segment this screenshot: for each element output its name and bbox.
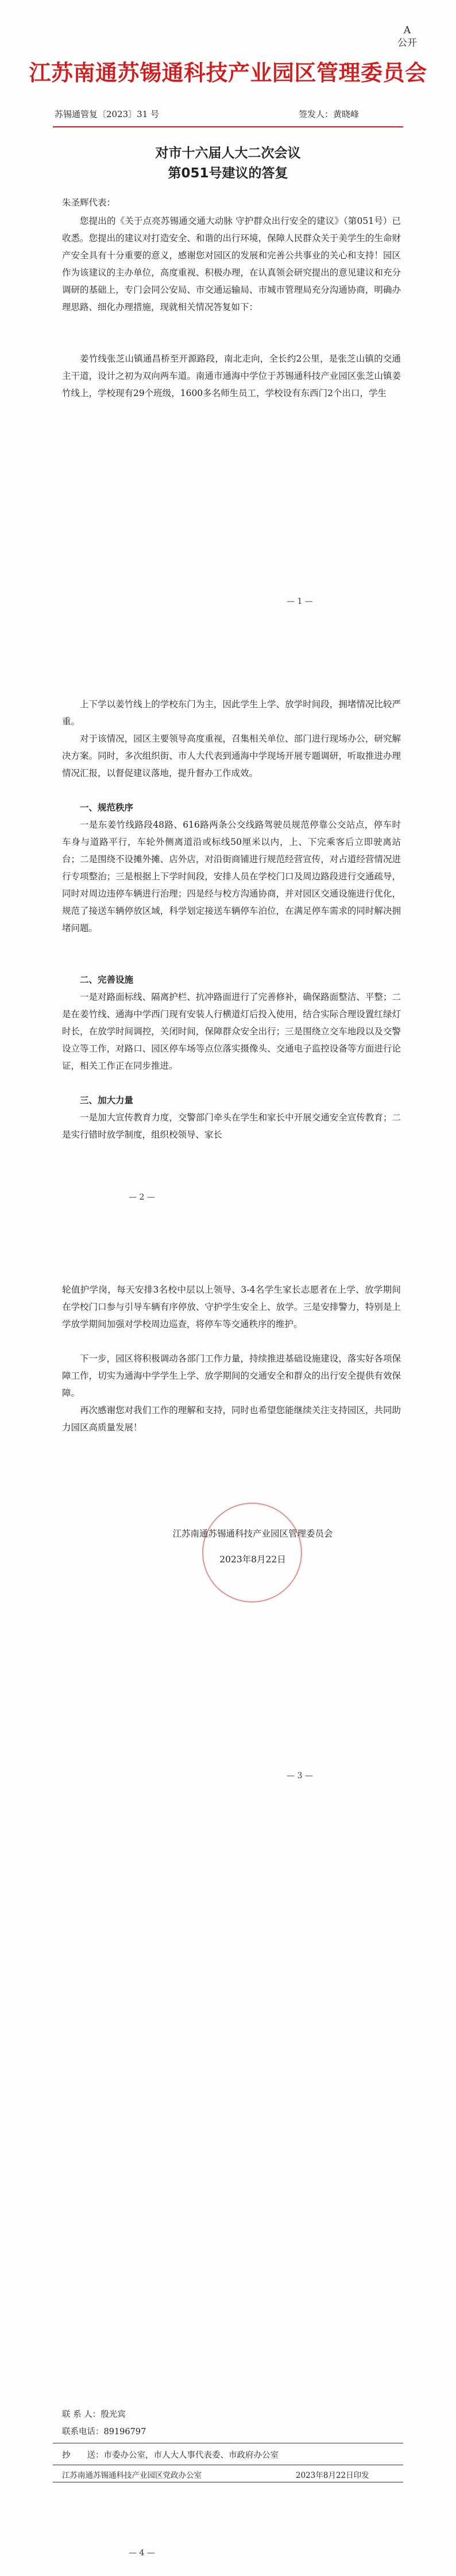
title-line-1: 对市十六届人大二次会议 bbox=[155, 146, 301, 161]
doc-class-label: 公开 bbox=[397, 37, 417, 49]
page-number-3: — 3 — bbox=[287, 1771, 313, 1780]
contact-person bbox=[62, 2408, 126, 2420]
page-number-4: — 4 — bbox=[129, 2548, 155, 2558]
cc-label: 抄 送： bbox=[62, 2451, 104, 2460]
section-heading-1: 一、规范秩序 bbox=[80, 802, 134, 813]
phone-number: 89196797 bbox=[103, 2427, 146, 2437]
contact-label: 联 系 人： bbox=[62, 2410, 101, 2419]
page-number-2: — 2 — bbox=[129, 1193, 155, 1202]
page3-paragraph-1: 轮值护学岗，每天安排3名校中层以上领导、3-4名学生家长志愿者在上学、放学期间在学校门口参与引导车辆有序停放、守护学生安全上、放学。三是安排警力，特别是上学放学期间加强对学校周边巡查，将停车等交通秩序的维护。 bbox=[62, 1285, 401, 1329]
page2-paragraph-5: 一是加大宣传教育力度，交警部门牵头在学生和家长中开展交通安全宣传教育；二是实行错时放学制度，组织校领导、家长 bbox=[62, 1112, 401, 1140]
page2-paragraph-1: 上下学以姜竹线上的学校东门为主，因此学生上学、放学时间段，拥堵情况比较严重。 bbox=[62, 699, 401, 727]
contact-name: 殷光宾 bbox=[101, 2410, 126, 2419]
title-line-2: 第051号建议的答复 bbox=[168, 166, 288, 181]
page3-paragraph-2: 下一步，园区将积极调动各部门工作力量，持续推进基础设施建设，落实好各项保障工作，切实为通海中学学生上学、放学期间的交通安全和群众的出行安全提供有效保障。 bbox=[62, 1353, 401, 1398]
salutation: 朱圣辉代表： bbox=[62, 197, 116, 208]
section-heading-2: 二、完善设施 bbox=[80, 975, 134, 985]
contact-phone bbox=[62, 2425, 146, 2437]
signature-date: 2023年8月22日 bbox=[219, 1554, 286, 1565]
section-heading-3: 三、加大力量 bbox=[80, 1095, 134, 1105]
page2-paragraph-2: 对于该情况，园区主要领导高度重视，召集相关单位、部门进行现场办公，研究解决方案。同时，多次组织街、市人大代表到通海中学现场开展专题调研，听取推进办理情况汇报，以督促建议落地，提升督办工作成效。 bbox=[62, 734, 401, 778]
page2-paragraph-4: 一是对路面标线、隔离护栏、抗冲路面进行了完善修补，确保路面整洁、平整；二是在姜竹线、通海中学西门现有安装人行横道灯后投入使用，结合实际合理设置红绿灯时长，在放学时间调控，关闭时间，保障群众安全出行；三是围绕立交车地段以及交警设立等工作，对路口、园区停车场等点位落实摄像头、交通电子监控设备等方面进行论证，相关工作正在同步推进。 bbox=[62, 992, 401, 1071]
cc-recipients: 市委办公室，市人大人事代表委、市政府办公室 bbox=[103, 2451, 279, 2460]
phone-label: 联系电话： bbox=[62, 2427, 104, 2437]
document-number: 苏锡通管复〔2023〕31 号 bbox=[55, 109, 160, 119]
issue-date: 2023年8月22日印发 bbox=[296, 2471, 369, 2480]
signature-organization: 江苏南通苏锡通科技产业园区管理委员会 bbox=[172, 1528, 333, 1539]
red-header-title: 江苏南通苏锡通科技产业园区管理委员会 bbox=[29, 60, 427, 86]
doc-class-letter: A bbox=[403, 25, 411, 36]
page3-paragraph-3: 再次感谢您对我们工作的理解和支持，同时也希望您能继续关注支持园区，共同助力园区高质量发展！ bbox=[62, 1405, 401, 1433]
red-separator-line bbox=[53, 126, 403, 127]
page-number-1: — 1 — bbox=[287, 597, 313, 606]
signer: 签发人：黄晓峰 bbox=[299, 109, 360, 119]
page1-paragraph-2: 姜竹线张芝山镇通昌桥至开源路段，南北走向，全长约2公里，是张芝山镇的交通主干道，设计之初为双向两车道。南通市通海中学位于苏锡通科技产业园区张芝山镇姜竹线上，学校现有29个班级，1600多名师生员工，学校设有东西门2个出口，学生 bbox=[62, 354, 401, 398]
doc-classification bbox=[397, 24, 417, 49]
page2-paragraph-3: 一是东姜竹线路段48路、616路两条公交线路驾驶员规范停靠公交站点，停车时车身与道路平行，车轮外侧离道沿或标线50厘米以内，上、下完乘客后立即驶离站台；二是围绕不设摊外摊、店外店，对沿街商铺进行规范经营宣传，对占道经营情况进行专项整治；三是根据上下学时间段，安排人员在学校门口及周边路段进行交通疏导，同时对周边违停车辆进行治理；四是经与校方沟通协商，并对园区交通设施进行优化，规范了接送车辆停放区域，科学划定接送车辆停车泊位，在满足停车需求的同时解决拥堵问题。 bbox=[62, 820, 401, 933]
issuing-office: 江苏南通苏锡通科技产业园区党政办公室 bbox=[62, 2471, 202, 2480]
cc-line bbox=[62, 2449, 279, 2461]
page1-paragraph-1: 您提出的《关于点亮苏锡通交通大动脉 守护群众出行安全的建议》（第051号）已收悉。您提出的建议对打造安全、和谐的出行环境，保障人民群众关于美学生的生命财产安全具有十分重要的意义，感谢您对园区的发展和完善公共事业的关心和支持！园区作为该建议的主办单位，高度重视、积极办理，在认真领会研究提出的意见建议和充分调研的基础上，专门会同公安局、市交通运输局、市城市管理局充分沟通协商，明确办理思路、细化办理措施，现就相关情况答复如下： bbox=[62, 216, 401, 312]
